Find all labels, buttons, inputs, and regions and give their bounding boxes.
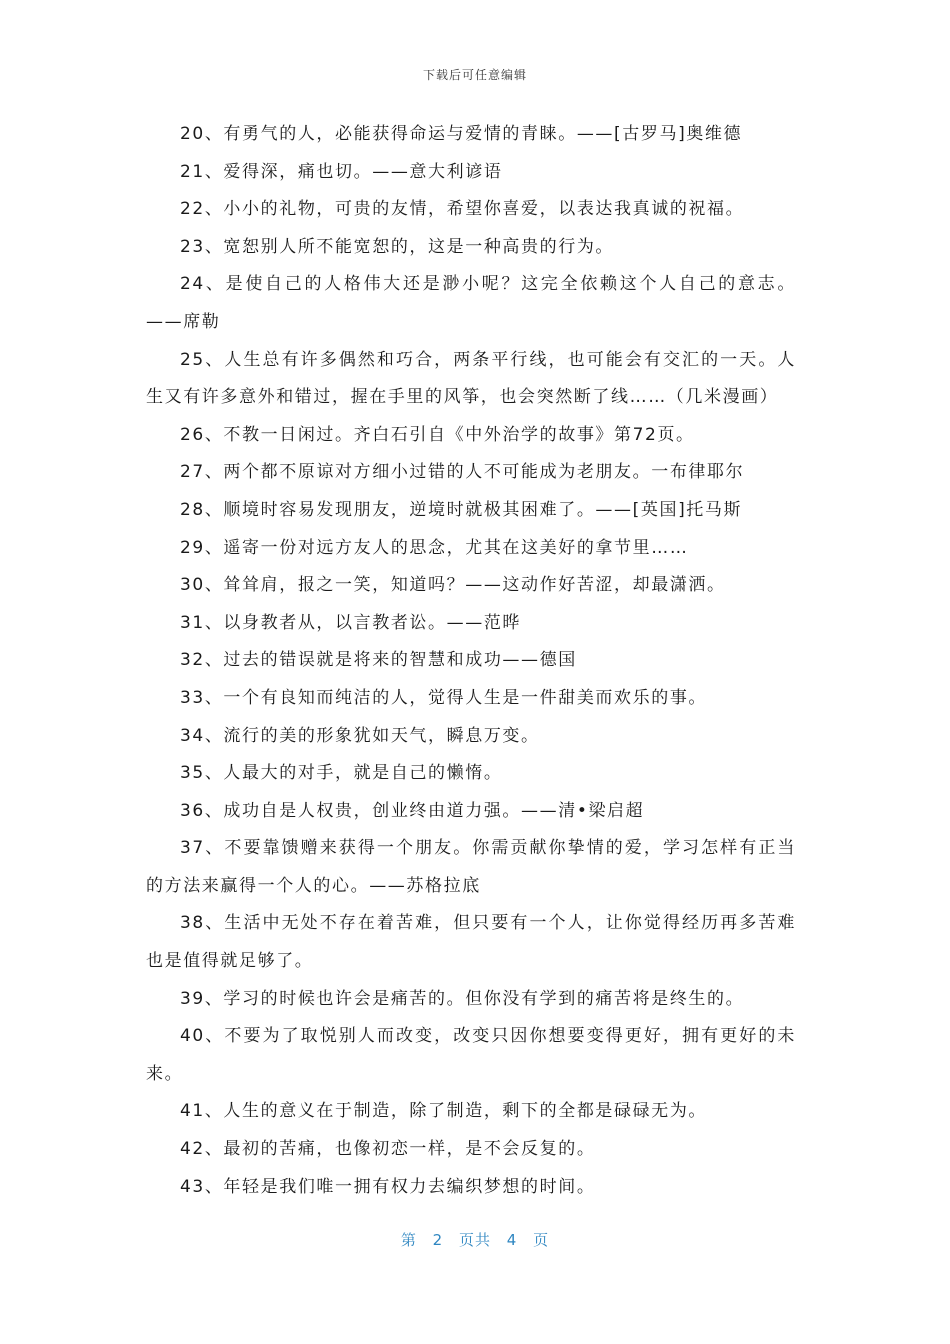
quote-paragraph: 28、顺境时容易发现朋友，逆境时就极其困难了。——[英国]托马斯: [180, 499, 743, 520]
quote-paragraph: 22、小小的礼物，可贵的友情，希望你喜爱，以表达我真诚的祝福。: [180, 199, 745, 220]
current-page-number: 2: [432, 1231, 444, 1249]
document-body: [146, 116, 796, 1206]
page-header: 下载后可任意编辑: [422, 68, 527, 82]
quote-paragraph: 23、宽恕别人所不能宽恕的，这是一种高贵的行为。: [180, 236, 615, 257]
footer-suffix: 页: [533, 1231, 550, 1249]
quote-paragraph: 39、学习的时候也许会是痛苦的。但你没有学到的痛苦将是终生的。: [180, 988, 745, 1009]
quote-paragraph: 41、人生的意义在于制造，除了制造，剩下的全都是碌碌无为。: [180, 1101, 708, 1122]
quote-paragraph: 33、一个有良知而纯洁的人，觉得人生是一件甜美而欢乐的事。: [180, 687, 708, 708]
quote-paragraph: 21、爱得深，痛也切。——意大利谚语: [180, 161, 503, 182]
quote-paragraph: 38、生活中无处不存在着苦难，但只要有一个人，让你觉得经历再多苦难也是值得就足够了。: [146, 913, 796, 972]
quote-paragraph: 20、有勇气的人，必能获得命运与爱情的青睐。——[古罗马]奥维德: [180, 124, 743, 144]
quote-paragraph: 42、最初的苦痛，也像初恋一样，是不会反复的。: [180, 1139, 596, 1160]
quote-paragraph: 36、成功自是人权贵，创业终由道力强。——清•梁启超: [180, 800, 645, 821]
quote-paragraph: 26、不教一日闲过。齐白石引自《中外治学的故事》第72页。: [180, 424, 695, 445]
quote-paragraph: 32、过去的错误就是将来的智慧和成功——德国: [180, 650, 577, 671]
quote-paragraph: 30、耸耸肩，报之一笑，知道吗？——这动作好苦涩，却最潇洒。: [180, 575, 726, 596]
quote-paragraph: 40、不要为了取悦别人而改变，改变只因你想要变得更好，拥有更好的未来。: [146, 1026, 796, 1084]
quote-paragraph: 37、不要靠馈赠来获得一个朋友。你需贡献你挚情的爱，学习怎样有正当的方法来赢得一个人的心。——苏格拉底: [146, 838, 796, 896]
quote-paragraph: 27、两个都不原谅对方细小过错的人不可能成为老朋友。一布律耶尔: [180, 462, 745, 483]
footer-prefix: 第: [400, 1231, 417, 1249]
quote-paragraph: 43、年轻是我们唯一拥有权力去编织梦想的时间。: [180, 1176, 596, 1197]
page-footer: [0, 1229, 950, 1250]
quote-paragraph: 31、以身教者从，以言教者讼。——范晔: [180, 612, 522, 633]
quote-paragraph: 24、是使自己的人格伟大还是渺小呢？这完全依赖这个人自己的意志。——席勒: [146, 274, 796, 332]
quote-paragraph: 29、遥寄一份对远方友人的思念，尤其在这美好的拿节里……: [180, 537, 689, 558]
total-page-count: 4: [506, 1231, 518, 1249]
quote-paragraph: 34、流行的美的形象犹如天气，瞬息万变。: [180, 725, 540, 746]
quote-paragraph: 25、人生总有许多偶然和巧合，两条平行线，也可能会有交汇的一天。人生又有许多意外和错过，握在手里的风筝，也会突然断了线……（几米漫画）: [146, 349, 796, 408]
footer-middle: 页共: [458, 1231, 491, 1249]
quote-paragraph: 35、人最大的对手，就是自己的懒惰。: [180, 763, 503, 784]
